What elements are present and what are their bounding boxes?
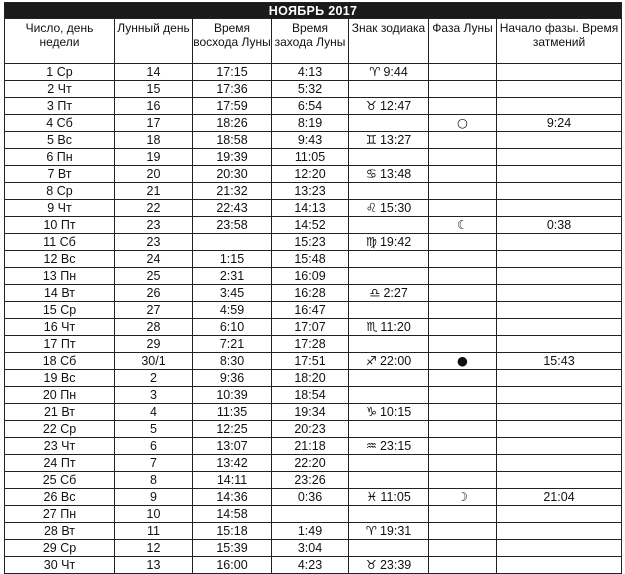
lunar-day-cell: 14	[115, 64, 193, 81]
moonrise-cell: 3:45	[193, 285, 272, 302]
moonset-cell: 0:36	[272, 489, 349, 506]
table-row	[5, 64, 622, 81]
table-row	[5, 302, 622, 319]
phase-cell	[429, 234, 497, 251]
date-cell: 21 Вт	[5, 404, 115, 421]
zodiac-time: 19:42	[379, 235, 412, 249]
zodiac-cell	[349, 506, 429, 523]
date-cell: 17 Пт	[5, 336, 115, 353]
date-cell: 8 Ср	[5, 183, 115, 200]
lunar-day-cell: 17	[115, 115, 193, 132]
zodiac-cell	[349, 319, 429, 336]
date-cell: 14 Вт	[5, 285, 115, 302]
phase-time-cell: 0:38	[497, 217, 622, 234]
moonrise-cell: 16:00	[193, 557, 272, 574]
lunar-day-cell: 5	[115, 421, 193, 438]
moonset-cell: 11:05	[272, 149, 349, 166]
table-row	[5, 81, 622, 98]
zodiac-sign-icon: ♊	[365, 132, 377, 147]
phase-time-cell	[497, 455, 622, 472]
phase-cell	[429, 472, 497, 489]
table-row	[5, 353, 622, 370]
moonrise-cell: 1:15	[193, 251, 272, 268]
zodiac-cell	[349, 64, 429, 81]
moonset-cell: 14:13	[272, 200, 349, 217]
moonset-cell: 12:20	[272, 166, 349, 183]
moon-phase-icon: ○	[457, 115, 468, 130]
moonrise-cell: 15:39	[193, 540, 272, 557]
zodiac-cell	[349, 183, 429, 200]
phase-time-cell	[497, 64, 622, 81]
zodiac-cell	[349, 404, 429, 421]
moonset-cell: 20:23	[272, 421, 349, 438]
zodiac-cell	[349, 268, 429, 285]
date-cell: 3 Пт	[5, 98, 115, 115]
phase-cell	[429, 319, 497, 336]
table-row	[5, 132, 622, 149]
phase-time-cell	[497, 472, 622, 489]
zodiac-cell	[349, 353, 429, 370]
zodiac-time: 23:15	[379, 439, 412, 453]
moonset-cell: 1:49	[272, 523, 349, 540]
table-row	[5, 319, 622, 336]
lunar-day-cell: 24	[115, 251, 193, 268]
phase-time-cell	[497, 251, 622, 268]
zodiac-cell	[349, 98, 429, 115]
table-row	[5, 455, 622, 472]
zodiac-time: 10:15	[379, 405, 412, 419]
zodiac-cell	[349, 438, 429, 455]
phase-time-cell	[497, 268, 622, 285]
moonrise-cell: 4:59	[193, 302, 272, 319]
lunar-day-cell: 11	[115, 523, 193, 540]
table-row	[5, 98, 622, 115]
phase-cell	[429, 217, 497, 234]
zodiac-time: 19:31	[379, 524, 412, 538]
zodiac-time: 11:05	[380, 490, 411, 504]
lunar-day-cell: 25	[115, 268, 193, 285]
moonrise-cell	[193, 234, 272, 251]
table-row	[5, 438, 622, 455]
table-row	[5, 234, 622, 251]
moonset-cell: 6:54	[272, 98, 349, 115]
zodiac-cell	[349, 200, 429, 217]
moonset-cell: 16:28	[272, 285, 349, 302]
date-cell: 1 Ср	[5, 64, 115, 81]
lunar-day-cell: 23	[115, 217, 193, 234]
date-cell: 30 Чт	[5, 557, 115, 574]
table-row	[5, 387, 622, 404]
moonrise-cell: 13:07	[193, 438, 272, 455]
table-row	[5, 183, 622, 200]
lunar-day-cell: 30/1	[115, 353, 193, 370]
phase-cell	[429, 387, 497, 404]
table-title: НОЯБРЬ 2017	[5, 3, 622, 19]
zodiac-time: 12:47	[379, 99, 412, 113]
zodiac-cell	[349, 370, 429, 387]
moonset-cell: 5:32	[272, 81, 349, 98]
moonrise-cell: 6:10	[193, 319, 272, 336]
moonrise-cell: 2:31	[193, 268, 272, 285]
date-cell: 15 Ср	[5, 302, 115, 319]
zodiac-sign-icon: ♉	[365, 557, 377, 572]
lunar-day-cell: 18	[115, 132, 193, 149]
zodiac-sign-icon: ♍	[365, 234, 377, 249]
table-row	[5, 506, 622, 523]
moonset-cell: 16:09	[272, 268, 349, 285]
zodiac-cell	[349, 217, 429, 234]
phase-cell	[429, 404, 497, 421]
phase-time-cell	[497, 81, 622, 98]
date-cell: 20 Пн	[5, 387, 115, 404]
table-row	[5, 251, 622, 268]
table-row	[5, 200, 622, 217]
phase-time-cell: 21:04	[497, 489, 622, 506]
moonrise-cell: 9:36	[193, 370, 272, 387]
zodiac-time: 11:20	[380, 320, 411, 334]
zodiac-sign-icon: ♋	[365, 166, 377, 181]
phase-time-cell: 9:24	[497, 115, 622, 132]
phase-cell	[429, 285, 497, 302]
moonrise-cell: 7:21	[193, 336, 272, 353]
table-row	[5, 285, 622, 302]
phase-cell	[429, 455, 497, 472]
lunar-day-cell: 2	[115, 370, 193, 387]
moonrise-cell: 17:36	[193, 81, 272, 98]
zodiac-time: 9:44	[383, 65, 408, 79]
phase-time-cell	[497, 183, 622, 200]
zodiac-sign-icon: ♐	[365, 353, 377, 368]
moonrise-cell: 14:36	[193, 489, 272, 506]
date-cell: 29 Ср	[5, 540, 115, 557]
zodiac-cell	[349, 421, 429, 438]
date-cell: 11 Сб	[5, 234, 115, 251]
phase-cell	[429, 302, 497, 319]
table-row	[5, 404, 622, 421]
table-row	[5, 149, 622, 166]
header-phase-time: Начало фазы. Время затмений	[497, 19, 622, 64]
phase-cell	[429, 64, 497, 81]
lunar-day-cell: 15	[115, 81, 193, 98]
table-row	[5, 489, 622, 506]
moonrise-cell: 17:59	[193, 98, 272, 115]
moonrise-cell: 21:32	[193, 183, 272, 200]
table-row	[5, 523, 622, 540]
zodiac-cell	[349, 234, 429, 251]
lunar-day-cell: 29	[115, 336, 193, 353]
zodiac-sign-icon: ♏	[366, 319, 378, 334]
lunar-day-cell: 27	[115, 302, 193, 319]
lunar-day-cell: 21	[115, 183, 193, 200]
zodiac-cell	[349, 523, 429, 540]
zodiac-cell	[349, 166, 429, 183]
date-cell: 10 Пт	[5, 217, 115, 234]
date-cell: 5 Вс	[5, 132, 115, 149]
date-cell: 16 Чт	[5, 319, 115, 336]
phase-cell	[429, 421, 497, 438]
moonset-cell: 18:20	[272, 370, 349, 387]
zodiac-time: 15:30	[379, 201, 412, 215]
lunar-day-cell: 28	[115, 319, 193, 336]
moonrise-cell: 8:30	[193, 353, 272, 370]
table-row	[5, 472, 622, 489]
lunar-day-cell: 7	[115, 455, 193, 472]
table-body	[5, 64, 622, 574]
table-row	[5, 166, 622, 183]
phase-cell	[429, 336, 497, 353]
phase-time-cell	[497, 523, 622, 540]
date-cell: 22 Ср	[5, 421, 115, 438]
zodiac-cell	[349, 285, 429, 302]
zodiac-cell	[349, 132, 429, 149]
date-cell: 18 Сб	[5, 353, 115, 370]
phase-cell	[429, 506, 497, 523]
phase-time-cell	[497, 98, 622, 115]
zodiac-cell	[349, 81, 429, 98]
phase-time-cell: 15:43	[497, 353, 622, 370]
moonrise-cell: 17:15	[193, 64, 272, 81]
zodiac-cell	[349, 336, 429, 353]
moonrise-cell: 23:58	[193, 217, 272, 234]
zodiac-cell	[349, 489, 429, 506]
phase-cell	[429, 523, 497, 540]
phase-cell	[429, 438, 497, 455]
table-row	[5, 115, 622, 132]
moonset-cell: 14:52	[272, 217, 349, 234]
date-cell: 12 Вс	[5, 251, 115, 268]
moonset-cell: 13:23	[272, 183, 349, 200]
zodiac-cell	[349, 115, 429, 132]
zodiac-cell	[349, 455, 429, 472]
date-cell: 13 Пн	[5, 268, 115, 285]
moonrise-cell: 20:30	[193, 166, 272, 183]
zodiac-cell	[349, 251, 429, 268]
phase-cell	[429, 115, 497, 132]
moonset-cell: 15:48	[272, 251, 349, 268]
moonrise-cell: 14:11	[193, 472, 272, 489]
header-row	[5, 19, 622, 64]
table-row	[5, 336, 622, 353]
zodiac-sign-icon: ♌	[365, 200, 377, 215]
header-lunar-day: Лунный день	[115, 19, 193, 64]
moonset-cell: 23:26	[272, 472, 349, 489]
header-moonrise: Время восхода Луны	[193, 19, 272, 64]
lunar-day-cell: 16	[115, 98, 193, 115]
phase-cell	[429, 98, 497, 115]
phase-cell	[429, 166, 497, 183]
moonset-cell: 19:34	[272, 404, 349, 421]
moonset-cell: 16:47	[272, 302, 349, 319]
phase-cell	[429, 489, 497, 506]
phase-time-cell	[497, 285, 622, 302]
zodiac-cell	[349, 149, 429, 166]
moonset-cell: 4:23	[272, 557, 349, 574]
zodiac-cell	[349, 387, 429, 404]
moonrise-cell: 15:18	[193, 523, 272, 540]
phase-time-cell	[497, 404, 622, 421]
phase-time-cell	[497, 132, 622, 149]
zodiac-sign-icon: ♉	[365, 98, 377, 113]
moonrise-cell: 22:43	[193, 200, 272, 217]
moonset-cell: 17:51	[272, 353, 349, 370]
moonrise-cell: 14:58	[193, 506, 272, 523]
phase-cell	[429, 132, 497, 149]
moonset-cell: 17:07	[272, 319, 349, 336]
moonrise-cell: 19:39	[193, 149, 272, 166]
date-cell: 28 Вт	[5, 523, 115, 540]
phase-time-cell	[497, 200, 622, 217]
moonrise-cell: 10:39	[193, 387, 272, 404]
zodiac-sign-icon: ♈	[369, 64, 381, 79]
title-row	[5, 3, 622, 19]
lunar-day-cell: 19	[115, 149, 193, 166]
moonrise-cell: 18:26	[193, 115, 272, 132]
moonrise-cell: 18:58	[193, 132, 272, 149]
date-cell: 19 Вс	[5, 370, 115, 387]
phase-time-cell	[497, 370, 622, 387]
phase-cell	[429, 540, 497, 557]
zodiac-cell	[349, 540, 429, 557]
zodiac-time: 23:39	[379, 558, 412, 572]
moonset-cell: 4:13	[272, 64, 349, 81]
lunar-day-cell: 20	[115, 166, 193, 183]
phase-time-cell	[497, 166, 622, 183]
zodiac-cell	[349, 302, 429, 319]
phase-cell	[429, 81, 497, 98]
date-cell: 4 Сб	[5, 115, 115, 132]
moonset-cell: 9:43	[272, 132, 349, 149]
table-row	[5, 268, 622, 285]
phase-time-cell	[497, 387, 622, 404]
lunar-day-cell: 4	[115, 404, 193, 421]
zodiac-sign-icon: ♓	[366, 489, 378, 504]
phase-time-cell	[497, 302, 622, 319]
header-zodiac: Знак зодиака	[349, 19, 429, 64]
moonset-cell: 3:04	[272, 540, 349, 557]
lunar-day-cell: 23	[115, 234, 193, 251]
zodiac-time: 13:27	[379, 133, 412, 147]
moonset-cell: 18:54	[272, 387, 349, 404]
moon-phase-icon: ☽	[456, 489, 469, 504]
table-row	[5, 421, 622, 438]
moonrise-cell: 11:35	[193, 404, 272, 421]
lunar-day-cell: 3	[115, 387, 193, 404]
zodiac-sign-icon: ♈	[365, 523, 377, 538]
date-cell: 25 Сб	[5, 472, 115, 489]
moonset-cell: 15:23	[272, 234, 349, 251]
moonrise-cell: 13:42	[193, 455, 272, 472]
date-cell: 23 Чт	[5, 438, 115, 455]
moon-phase-icon: ●	[457, 353, 468, 368]
lunar-day-cell: 22	[115, 200, 193, 217]
lunar-day-cell: 12	[115, 540, 193, 557]
header-date: Число, день недели	[5, 19, 115, 64]
moonset-cell: 22:20	[272, 455, 349, 472]
moonset-cell: 17:28	[272, 336, 349, 353]
lunar-day-cell: 26	[115, 285, 193, 302]
zodiac-sign-icon: ♑	[365, 404, 377, 419]
moonrise-cell: 12:25	[193, 421, 272, 438]
phase-time-cell	[497, 149, 622, 166]
phase-time-cell	[497, 540, 622, 557]
phase-cell	[429, 149, 497, 166]
zodiac-time: 2:27	[383, 286, 408, 300]
phase-cell	[429, 353, 497, 370]
zodiac-sign-icon: ♒	[365, 438, 377, 453]
table-row	[5, 370, 622, 387]
date-cell: 2 Чт	[5, 81, 115, 98]
date-cell: 24 Пт	[5, 455, 115, 472]
date-cell: 7 Вт	[5, 166, 115, 183]
date-cell: 26 Вс	[5, 489, 115, 506]
zodiac-time: 22:00	[379, 354, 412, 368]
lunar-day-cell: 10	[115, 506, 193, 523]
moonset-cell	[272, 506, 349, 523]
phase-cell	[429, 200, 497, 217]
table-row	[5, 217, 622, 234]
phase-time-cell	[497, 234, 622, 251]
zodiac-time: 13:48	[379, 167, 412, 181]
header-phase: Фаза Луны	[429, 19, 497, 64]
date-cell: 9 Чт	[5, 200, 115, 217]
moonset-cell: 21:18	[272, 438, 349, 455]
phase-cell	[429, 183, 497, 200]
lunar-day-cell: 6	[115, 438, 193, 455]
date-cell: 6 Пн	[5, 149, 115, 166]
zodiac-sign-icon: ♎	[369, 285, 381, 300]
date-cell: 27 Пн	[5, 506, 115, 523]
phase-cell	[429, 251, 497, 268]
table-row	[5, 540, 622, 557]
lunar-day-cell: 9	[115, 489, 193, 506]
phase-time-cell	[497, 421, 622, 438]
phase-time-cell	[497, 438, 622, 455]
lunar-calendar-table	[4, 2, 622, 574]
lunar-day-cell: 8	[115, 472, 193, 489]
phase-time-cell	[497, 319, 622, 336]
header-moonset: Время захода Луны	[272, 19, 349, 64]
moon-phase-icon: ☾	[456, 217, 469, 232]
phase-cell	[429, 370, 497, 387]
lunar-day-cell: 13	[115, 557, 193, 574]
phase-time-cell	[497, 506, 622, 523]
phase-cell	[429, 268, 497, 285]
zodiac-cell	[349, 472, 429, 489]
moonset-cell: 8:19	[272, 115, 349, 132]
phase-time-cell	[497, 336, 622, 353]
